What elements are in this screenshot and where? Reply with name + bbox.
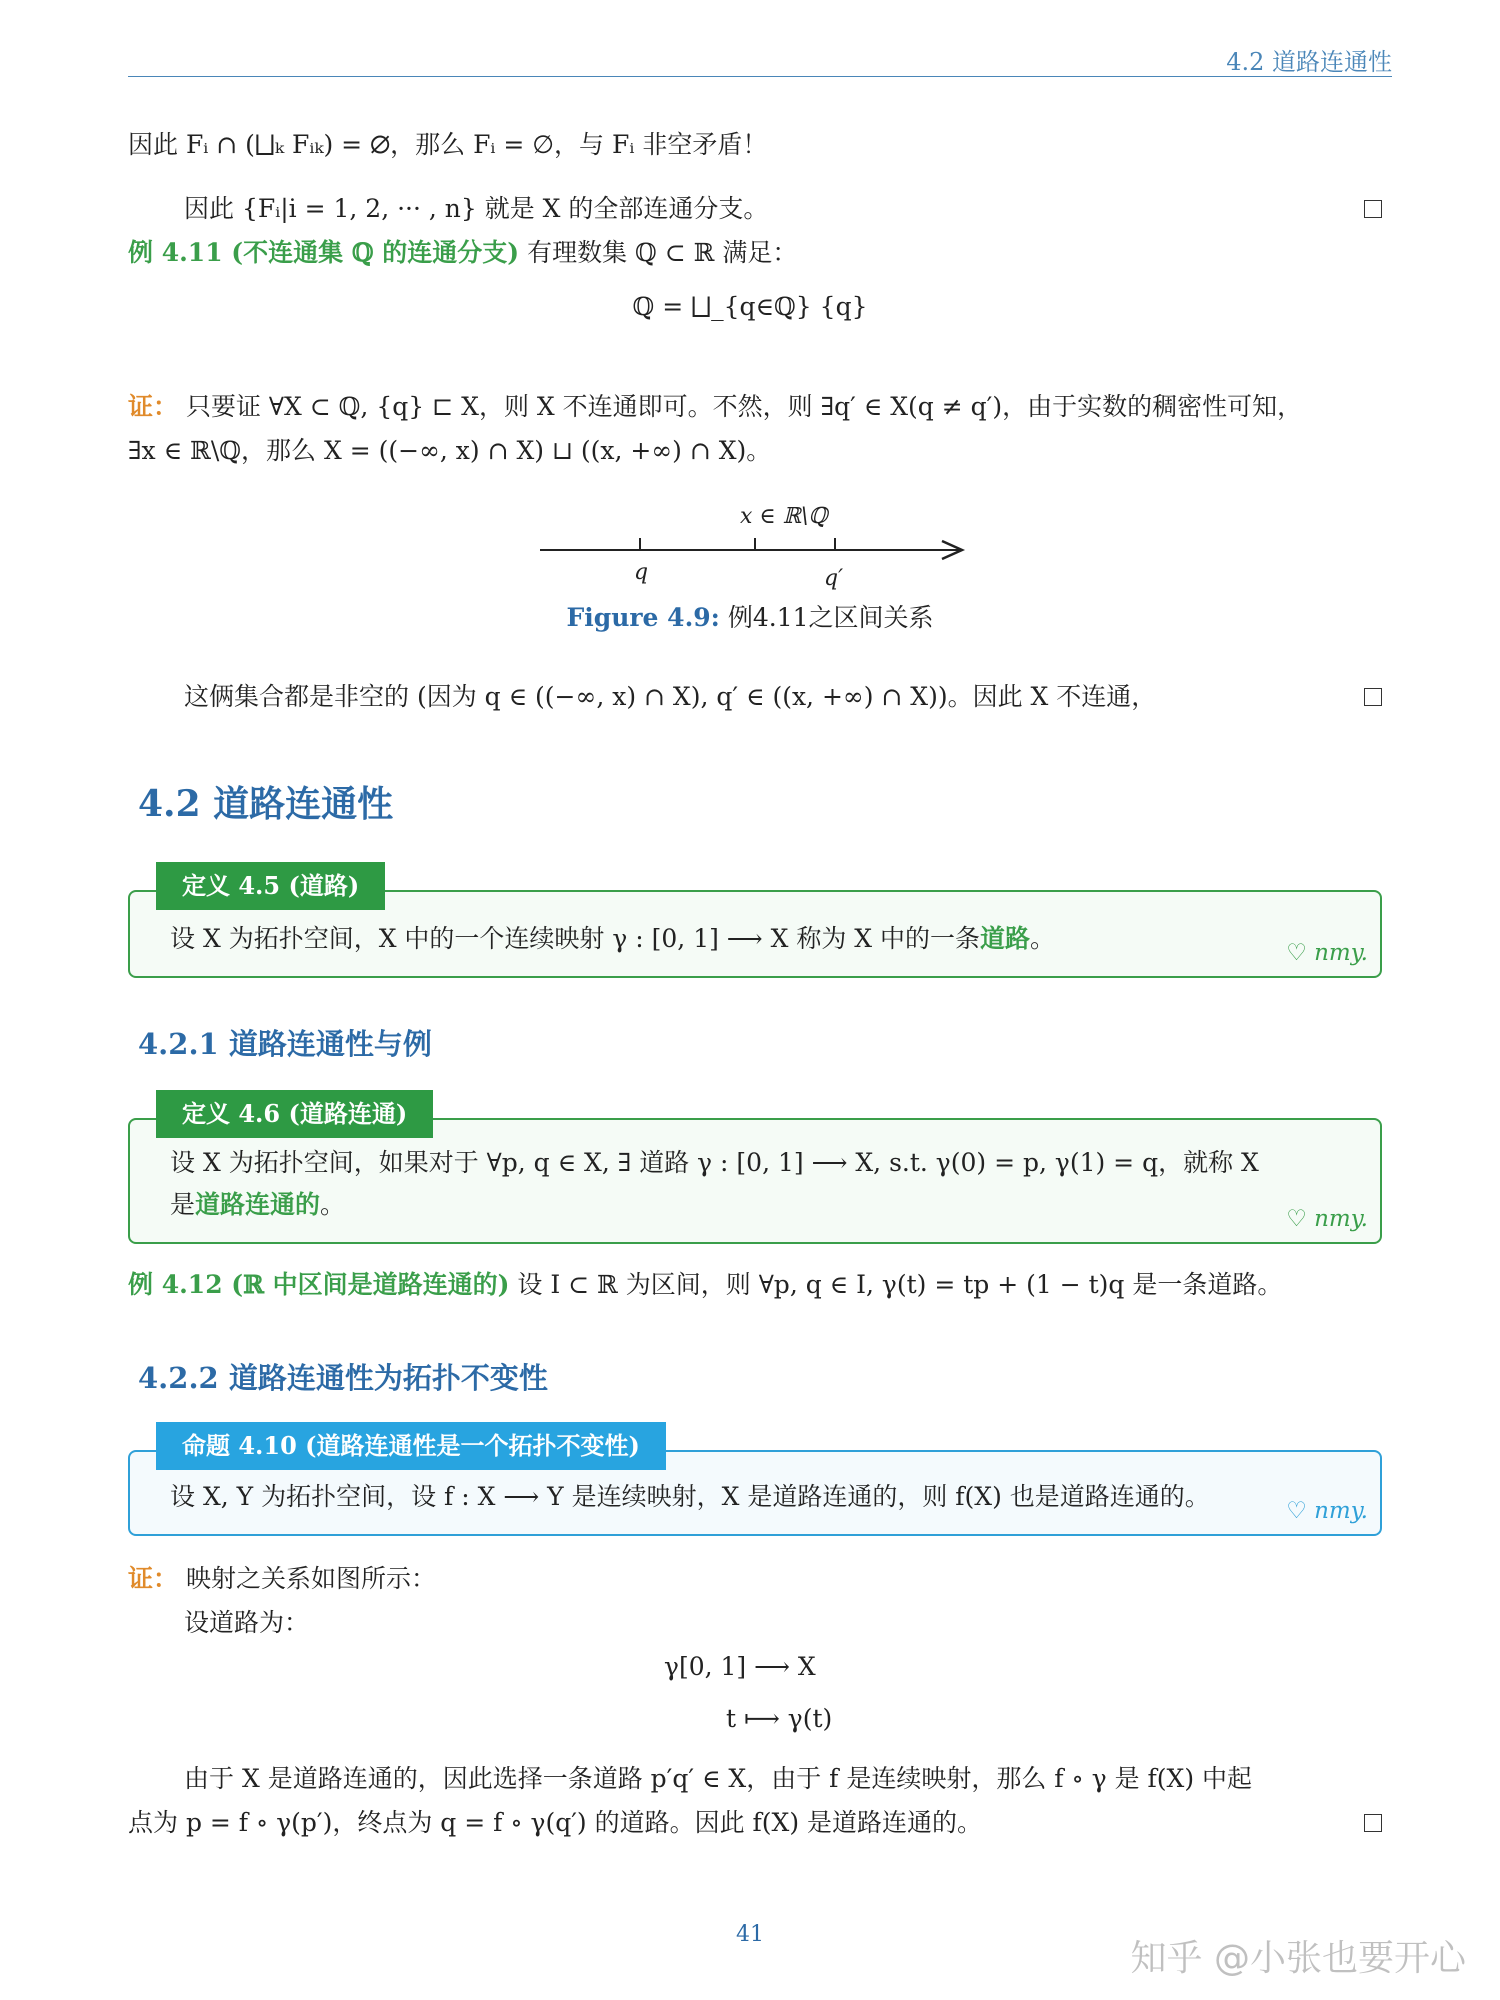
- text-line: 因此 {Fᵢ|i = 1, 2, ··· , n} 就是 X 的全部连通分支。: [184, 194, 769, 223]
- header-rule: [128, 76, 1392, 77]
- proposition-tag: 命题 4.10 (道路连通性是一个拓扑不变性): [156, 1422, 666, 1470]
- signature: ♡ nmy.: [1286, 1498, 1368, 1524]
- display-formula: ℚ = ⨆_{q∈ℚ} {q}: [632, 292, 868, 321]
- signature: ♡ nmy.: [1286, 1206, 1368, 1232]
- proof-text: 只要证 ∀X ⊂ ℚ, {q} ⊏ X，则 X 不连通即可。不然，则 ∃q′ ∈ X(q ≠ q′)，由于实数的稠密性可知，: [185, 392, 1303, 421]
- example-text: 设 I ⊂ ℝ 为区间，则 ∀p, q ∈ I, γ(t) = tp + (1 − t)q 是一条道路。: [517, 1270, 1283, 1299]
- proof-line: 设道路为：: [184, 1608, 310, 1637]
- proposition-text: 设 X, Y 为拓扑空间，设 f : X ⟶ Y 是连续映射，X 是道路连通的，则 f(X) 也是道路连通的。: [170, 1482, 1210, 1511]
- proof-line: [128, 390, 1302, 424]
- text-line: 这俩集合都是非空的 (因为 q ∈ ((−∞, x) ∩ X), q′ ∈ ((x, +∞) ∩ X))。因此 X 不连通，: [184, 682, 1157, 711]
- proof-label: 证：: [128, 1564, 179, 1593]
- example-label: 例 4.12 (ℝ 中区间是道路连通的): [128, 1270, 510, 1299]
- definition-text: 设 X 为拓扑空间，如果对于 ∀p, q ∈ X, ∃ 道路 γ : [0, 1] ⟶ X, s.t. γ(0) = p, γ(1) = q，就称 X: [170, 1148, 1259, 1177]
- figure-caption-text: 例4.11之区间关系: [727, 603, 934, 632]
- proof-line: ∃x ∈ ℝ\ℚ，那么 X = ((−∞, x) ∩ X) ⊔ ((x, +∞) ∩ X)。: [128, 436, 772, 465]
- figure-caption-label: Figure 4.9:: [566, 603, 720, 632]
- proof-label: 证：: [128, 392, 179, 421]
- example-4-12: [128, 1268, 1282, 1302]
- map-line: γ[0, 1] ⟶ X: [664, 1652, 816, 1681]
- qed-square: [1364, 200, 1382, 218]
- watermark: 知乎 @小张也要开心: [1130, 1938, 1466, 1979]
- section-title: 4.2 道路连通性: [138, 783, 394, 825]
- subsection-title: 4.2.2 道路连通性为拓扑不变性: [138, 1361, 548, 1395]
- proof-text: 映射之关系如图所示：: [185, 1564, 436, 1593]
- running-header: 4.2 道路连通性: [1226, 48, 1392, 76]
- figure-caption: [0, 598, 1500, 634]
- q-label: q: [634, 560, 649, 585]
- proof-line: 点为 p = f ∘ γ(p′)，终点为 q = f ∘ γ(q′) 的道路。因此 f(X) 是道路连通的。: [128, 1808, 983, 1837]
- subsection-title: 4.2.1 道路连通性与例: [138, 1027, 432, 1061]
- example-text: 有理数集 ℚ ⊂ ℝ 满足：: [527, 238, 798, 267]
- signature: ♡ nmy.: [1286, 940, 1368, 966]
- proof-line: [128, 1562, 436, 1596]
- qed-square: [1364, 1814, 1382, 1832]
- example-label: 例 4.11 (不连通集 ℚ 的连通分支): [128, 238, 520, 267]
- definition-text: 是道路连通的。: [170, 1190, 346, 1219]
- proof-line: 由于 X 是道路连通的，因此选择一条道路 p′q′ ∈ X，由于 f 是连续映射，那么 f ∘ γ 是 f(X) 中起: [184, 1764, 1253, 1793]
- text-line: 因此 Fᵢ ∩ (⨆ₖ Fᵢₖ) = ∅，那么 Fᵢ = ∅，与 Fᵢ 非空矛盾！: [128, 130, 768, 159]
- qed-square: [1364, 688, 1382, 706]
- interval-figure: [530, 495, 1000, 595]
- q-prime-label: q′: [824, 566, 844, 591]
- page-number: 41: [736, 1922, 764, 1947]
- example-4-11: [128, 236, 797, 270]
- map-line: t ⟼ γ(t): [726, 1704, 833, 1733]
- figure-top-label: x ∈ ℝ\ℚ: [740, 504, 828, 529]
- definition-text: 设 X 为拓扑空间，X 中的一个连续映射 γ : [0, 1] ⟶ X 称为 X 中的一条道路。: [170, 924, 1056, 953]
- definition-tag: 定义 4.6 (道路连通): [156, 1090, 433, 1138]
- definition-tag: 定义 4.5 (道路): [156, 862, 385, 910]
